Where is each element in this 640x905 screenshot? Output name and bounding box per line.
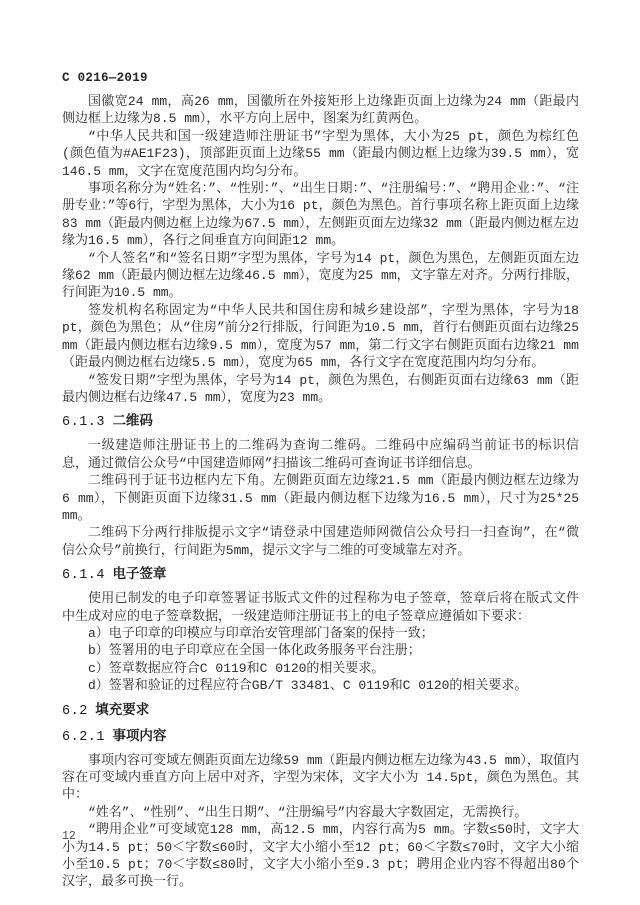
- section-heading-6-2: [62, 701, 579, 721]
- list-item-c: c）签章数据应符合C 0119和C 0120的相关要求。: [88, 660, 385, 676]
- list-item-b: b）签署用的电子印章应在全国一体化政务服务平台注册；: [88, 643, 421, 659]
- heading-number: 6.1.4: [62, 568, 106, 584]
- paragraph-fixed-items: “姓名”、“性别”、“出生日期”、“注册编号”内容最大字数固定，无需换行。: [88, 804, 528, 820]
- heading-title: 填充要求: [95, 701, 150, 717]
- page-content: [62, 71, 579, 891]
- paragraph-qrcode-position: 二维码刊于证书边框内左下角。左侧距页面左边缘21.5 mm（距最内侧边框左边缘为6 mm），下侧距页面下边缘31.5 mm（距最内侧边框下边缘为16.5 mm），尺寸为25*25 mm。: [62, 473, 579, 523]
- heading-title: 二维码: [112, 413, 153, 429]
- heading-number: 6.2.1: [62, 729, 106, 745]
- page-number: 12: [62, 830, 76, 843]
- list-item-a: a）电子印章的印模应与印章治安管理部门备案的保持一致；: [88, 625, 434, 641]
- list-item-d: d）签署和验证的过程应符合GB/T 33481、C 0119和C 0120的相关要求。: [88, 678, 528, 694]
- paragraph-issuing-authority: 签发机构名称固定为“中华人民共和国住房和城乡建设部”，字型为黑体，字号为18 pt，颜色为黑色；从“住房”前分2行排版，行间距为10.5 mm，首行右侧距页面右边缘25 mm（距最内侧边框右边缘9.5 mm），宽度为57 mm，第二行文字右侧距页面右边缘21 mm（距最内侧边框右边缘5.5 mm），宽度为65 mm，各行文字在宽度范围内均匀分布。: [62, 302, 579, 371]
- heading-number: 6.2: [62, 703, 88, 719]
- paragraph-item-content-domain: 事项内容可变域左侧距页面左边缘59 mm（距最内侧边框左边缘为43.5 mm），取值内容在可变域内垂直方向上居中对齐，字型为宋体，文字大小为 14.5pt，颜色为黑色。其中：: [62, 752, 579, 803]
- paragraph-signature: “个人签名”和“签名日期”字型为黑体，字号为14 pt，颜色为黑色，左侧距页面左边缘62 mm（距最内侧边框左边缘46.5 mm），宽度为25 mm，文字靠左对齐。分两行排版，行间距为10.5 mm。: [62, 250, 579, 301]
- heading-title: 事项内容: [112, 727, 167, 743]
- paragraph-certificate-title: “中华人民共和国一级建造师注册证书”字型为黑体，大小为25 pt，颜色为棕红色(颜色值为#AE1F23)，顶部距页面上边缘55 mm（距最内侧边框上边缘为39.5 mm），宽146.5 mm，文字在宽度范围内均匀分布。: [62, 128, 579, 179]
- paragraph-item-names: 事项名称分为“姓名：”、“性别：”、“出生日期：”、“注册编号：”、“聘用企业：”、“注册专业：”等6行，字型为黑体，大小为16 pt，颜色为黑色。首行事项名称上距页面上边缘83 mm（距最内侧边框上边缘为67.5 mm），左侧距页面左边缘32 mm（距最内侧边框左边缘为16.5 mm），各行之间垂直方向间距12 mm。: [62, 181, 579, 249]
- paragraph-employer-field-rules: “聘用企业”可变域宽128 mm，高12.5 mm，内容行高为5 mm。字数≤50时，文字大小为14.5 pt；50＜字数≤60时，文字大小缩小至12 pt；60＜字数≤70时，文字大小缩小至10.5 pt；70＜字数≤80时，文字大小缩小至9.3 pt；聘用企业内容不得超出80个汉字，最多可换一行。: [62, 822, 579, 890]
- doc-code: C 0216—2019: [62, 71, 148, 85]
- section-heading-6-1-4: [62, 565, 579, 585]
- section-heading-6-1-3: [62, 412, 579, 432]
- paragraph-national-emblem: 国徽宽24 mm，高26 mm，国徽所在外接矩形上边缘距页面上边缘为24 mm（距最内侧边框上边缘为8.5 mm），水平方向上居中，图案为红黄两色。: [62, 94, 579, 127]
- paragraph-eseal-intro: 使用已制发的电子印章签署证书版式文件的过程称为电子签章，签章后将在版式文件中生成对应的电子签章数据，一级建造师注册证书上的电子签章应遵循如下要求：: [62, 591, 579, 624]
- heading-title: 电子签章: [112, 566, 167, 582]
- heading-number: 6.1.3: [62, 415, 106, 431]
- paragraph-qrcode-hint-text: 二维码下分两行排版提示文字“请登录中国建造师网微信公众号扫一扫查询”，在“微信公众号”前换行，行间距为5mm，提示文字与二维的可变域靠左对齐。: [62, 525, 579, 558]
- section-heading-6-2-1: [62, 727, 579, 747]
- paragraph-issue-date: “签发日期”字型为黑体，字号为14 pt，颜色为黑色，右侧距页面右边缘63 mm（距最内侧边框右边缘47.5 mm），宽度为23 mm。: [62, 372, 579, 405]
- paragraph-qrcode-purpose: 一级建造师注册证书上的二维码为查询二维码。二维码中应编码当前证书的标识信息，通过微信公众号“中国建造师网”扫描该二维码可查询证书详细信息。: [62, 438, 579, 471]
